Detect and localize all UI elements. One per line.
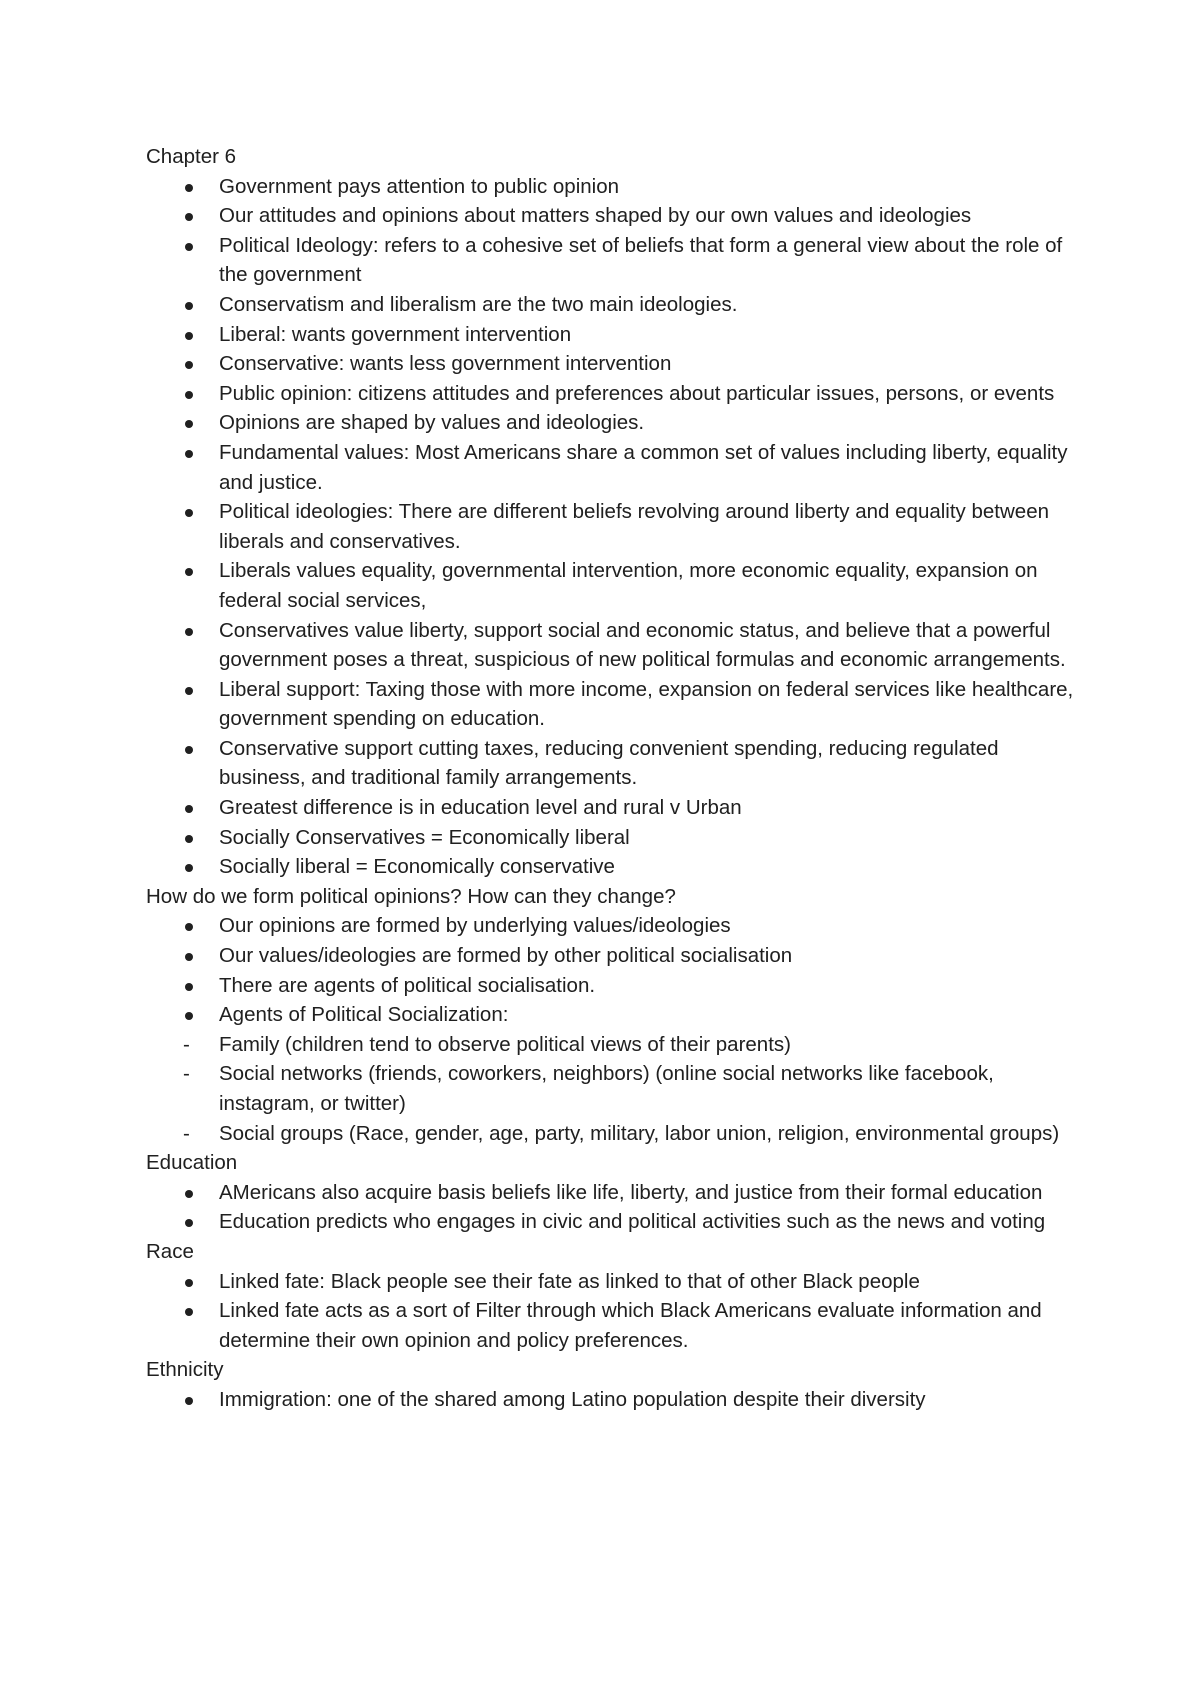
list-item-text: Political ideologies: There are different beliefs revolving around liberty and equality between liberals and conservatives. — [219, 500, 1049, 553]
bullet-icon — [185, 509, 193, 517]
bullet-icon — [185, 213, 193, 221]
list-item — [146, 172, 1086, 202]
list-item — [146, 941, 1086, 971]
list-item — [146, 320, 1086, 350]
list-item-text: Government pays attention to public opinion — [219, 174, 620, 198]
list-item-text: Social networks (friends, coworkers, neighbors) (online social networks like facebook, instagram, or twitter) — [219, 1062, 994, 1115]
list-item — [146, 290, 1086, 320]
list-item-text: Conservatives value liberty, support social and economic status, and believe that a powerful government poses a threat, suspicious of new political formulas and economic arrangements. — [219, 618, 1066, 672]
bullet-icon — [185, 1219, 193, 1227]
list-item-text: Conservative support cutting taxes, reducing convenient spending, reducing regulated business, and traditional family arrangements. — [219, 736, 999, 790]
section-heading: How do we form political opinions? How can they change? — [146, 884, 676, 908]
list-item-text: Our attitudes and opinions about matters shaped by our own values and ideologies — [219, 204, 972, 228]
list-item-text: Liberal: wants government intervention — [219, 322, 572, 346]
list-item — [146, 497, 1086, 556]
bullet-icon — [185, 450, 193, 458]
bullet-icon — [185, 1308, 193, 1316]
section-heading: Education — [146, 1151, 238, 1175]
list-item — [146, 1059, 1086, 1118]
dash-marker: - — [183, 1121, 190, 1145]
bullet-icon — [185, 864, 193, 872]
list-item-text: Liberal support: Taxing those with more income, expansion on federal services like healthcare, government spending on education. — [219, 677, 1074, 731]
list-item-text: Social groups (Race, gender, age, party, military, labor union, religion, environmental groups) — [219, 1121, 1060, 1145]
section-heading: Chapter 6 — [146, 145, 237, 168]
bullet-icon — [185, 420, 193, 428]
document-page — [146, 142, 1086, 1415]
list-item — [146, 1030, 1086, 1060]
dash-marker: - — [183, 1032, 190, 1056]
bullet-icon — [185, 835, 193, 843]
notes-list — [146, 172, 1086, 882]
list-item — [146, 734, 1086, 793]
list-item — [146, 675, 1086, 734]
bullet-icon — [185, 628, 193, 636]
list-item-text: Liberals values equality, governmental intervention, more economic equality, expansion on federal social services, — [219, 559, 1038, 612]
bullet-icon — [185, 1397, 193, 1405]
bullet-icon — [185, 184, 193, 192]
list-item-text: Conservatism and liberalism are the two main ideologies. — [219, 292, 738, 316]
list-item — [146, 971, 1086, 1001]
bullet-icon — [185, 391, 193, 399]
bullet-icon — [185, 1190, 193, 1198]
list-item-text: Our opinions are formed by underlying values/ideologies — [219, 914, 731, 938]
bullet-icon — [185, 302, 193, 310]
bullet-icon — [185, 361, 193, 369]
list-item — [146, 911, 1086, 941]
list-item — [146, 1000, 1086, 1030]
list-item — [146, 823, 1086, 853]
list-item-text: Our values/ideologies are formed by other political socialisation — [219, 944, 793, 968]
list-item-text: Agents of Political Socialization: — [219, 1003, 509, 1027]
dash-marker: - — [183, 1062, 190, 1086]
notes-list — [146, 911, 1086, 1148]
notes-list — [146, 1267, 1086, 1356]
list-item — [146, 201, 1086, 231]
list-item — [146, 231, 1086, 290]
list-item — [146, 793, 1086, 823]
list-item — [146, 852, 1086, 882]
list-item-text: Immigration: one of the shared among Latino population despite their diversity — [219, 1387, 926, 1411]
list-item-text: Family (children tend to observe political views of their parents) — [219, 1032, 791, 1056]
list-item-text: Fundamental values: Most Americans share a common set of values including liberty, equality and justice. — [219, 440, 1068, 494]
list-item-text: Greatest difference is in education level and rural v Urban — [219, 796, 742, 820]
bullet-icon — [185, 332, 193, 340]
bullet-icon — [185, 687, 193, 695]
bullet-icon — [185, 953, 193, 961]
notes-list — [146, 1178, 1086, 1237]
list-item-text: Political Ideology: refers to a cohesive set of beliefs that form a general view about the role of the government — [219, 233, 1063, 287]
list-item — [146, 1207, 1086, 1237]
list-item — [146, 1119, 1086, 1149]
list-item — [146, 1178, 1086, 1208]
list-item — [146, 1296, 1086, 1355]
list-item — [146, 1385, 1086, 1415]
list-item-text: Socially Conservatives = Economically liberal — [219, 825, 630, 849]
list-item — [146, 349, 1086, 379]
list-item — [146, 438, 1086, 497]
section-heading: Race — [146, 1239, 194, 1263]
bullet-icon — [185, 746, 193, 754]
bullet-icon — [185, 1279, 193, 1287]
list-item-text: Public opinion: citizens attitudes and preferences about particular issues, persons, or events — [219, 381, 1055, 405]
list-item-text: Linked fate: Black people see their fate as linked to that of other Black people — [219, 1269, 920, 1293]
list-item-text: AMericans also acquire basis beliefs like life, liberty, and justice from their formal education — [219, 1180, 1043, 1204]
bullet-icon — [185, 805, 193, 813]
bullet-icon — [185, 1012, 193, 1020]
list-item — [146, 379, 1086, 409]
bullet-icon — [185, 243, 193, 251]
list-item-text: Education predicts who engages in civic and political activities such as the news and voting — [219, 1210, 1046, 1234]
list-item — [146, 616, 1086, 675]
list-item — [146, 1267, 1086, 1297]
list-item-text: Linked fate acts as a sort of Filter through which Black Americans evaluate information and determine their own opinion and policy preferences. — [219, 1299, 1042, 1352]
list-item-text: Conservative: wants less government intervention — [219, 352, 672, 376]
section-heading: Ethnicity — [146, 1358, 224, 1382]
bullet-icon — [185, 923, 193, 931]
list-item — [146, 556, 1086, 615]
list-item — [146, 408, 1086, 438]
list-item-text: Socially liberal = Economically conservative — [219, 855, 615, 879]
list-item-text: Opinions are shaped by values and ideologies. — [219, 411, 645, 435]
list-item-text: There are agents of political socialisation. — [219, 973, 596, 997]
notes-list — [146, 1385, 1086, 1415]
bullet-icon — [185, 983, 193, 991]
bullet-icon — [185, 568, 193, 576]
